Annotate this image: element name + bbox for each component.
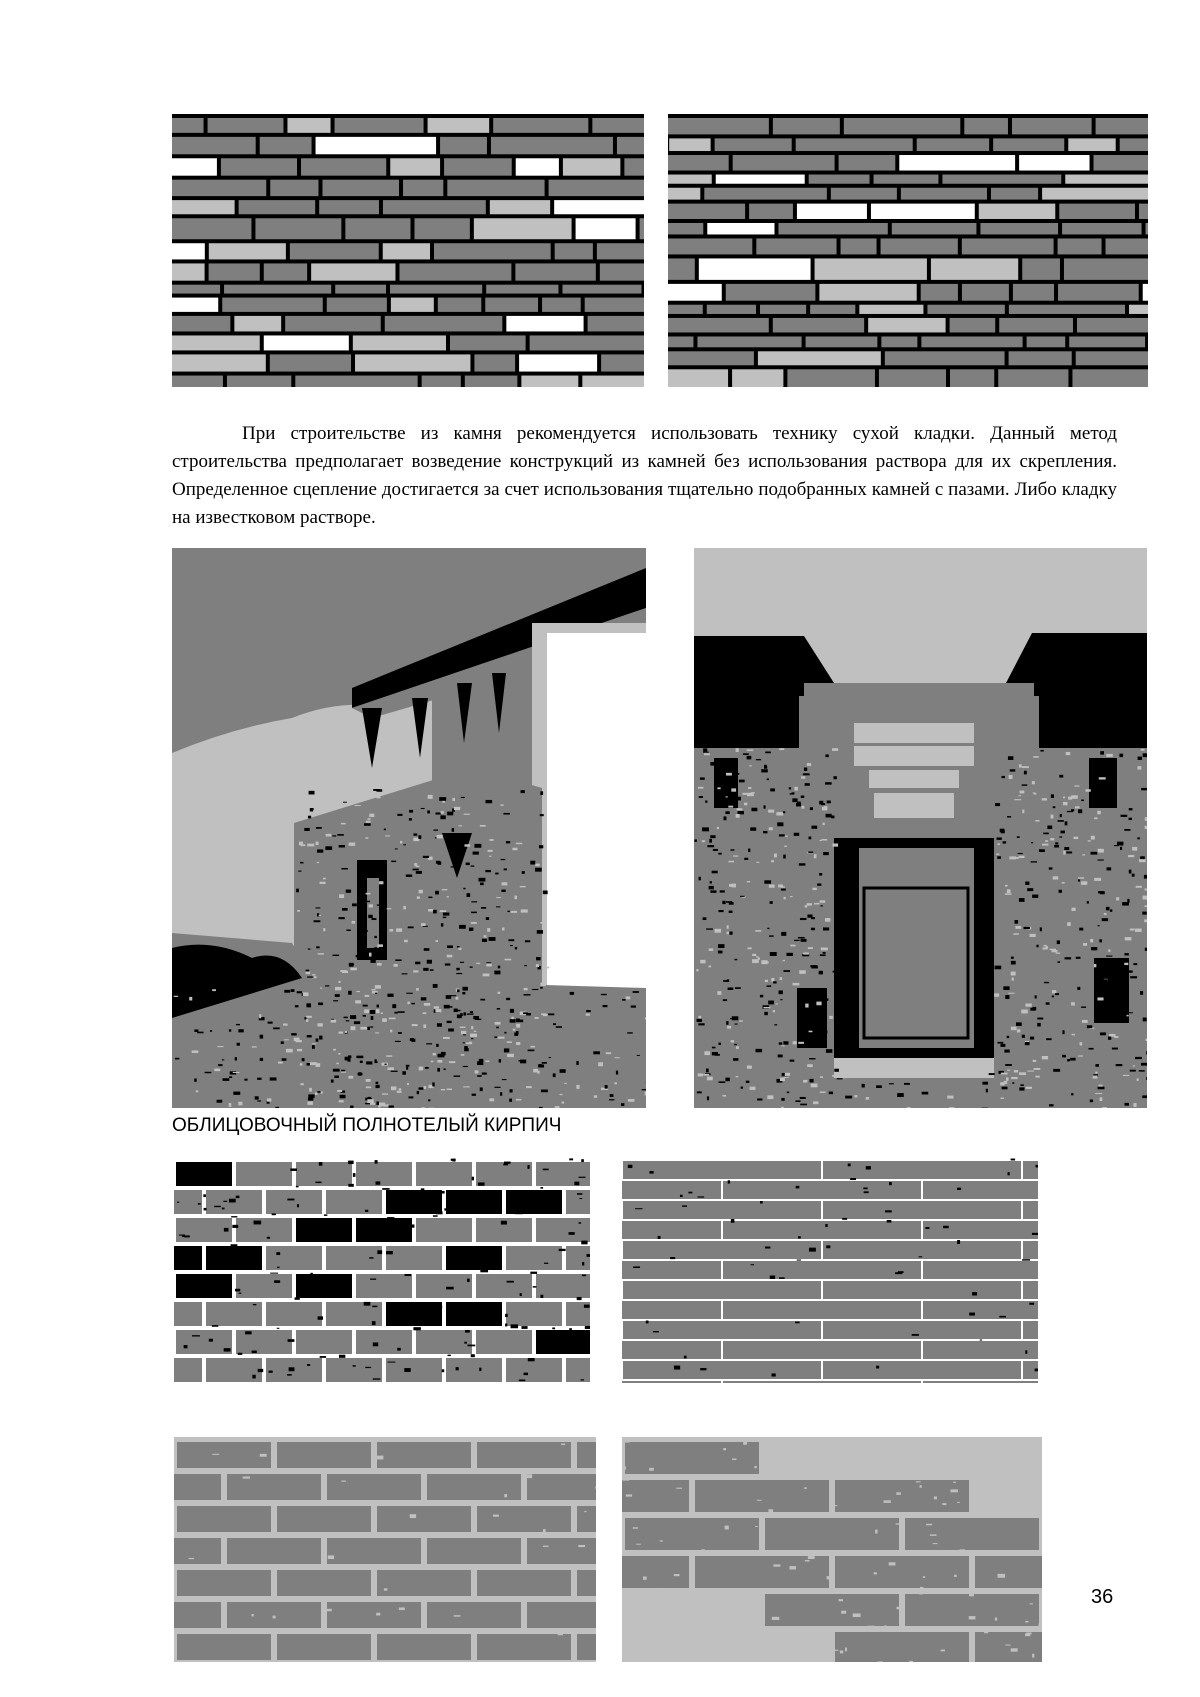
brick-wall-photo-1 [174, 1158, 590, 1383]
brick-wall-photo-4 [622, 1437, 1042, 1662]
brick-wall-photo-2 [622, 1158, 1038, 1383]
stone-building-photo-1 [172, 548, 646, 1108]
brick-wall-photo-3 [174, 1437, 596, 1662]
stone-building-photo-2 [694, 548, 1147, 1108]
page-number: 36 [1091, 1586, 1114, 1608]
stone-wall-photo-1 [172, 114, 644, 387]
section-heading: ОБЛИЦОВОЧНЫЙ ПОЛНОТЕЛЫЙ КИРПИЧ [172, 1115, 562, 1136]
stone-wall-photo-2 [668, 114, 1148, 387]
body-paragraph: При строительстве из камня рекомендуется использовать технику сухой кладки. Данный метод строительства предполагает возведение конструкций из камней без использования раствора для их скрепления. Определенное сцепление достигается за счет использования тщательно подобранных камней с пазами. Либо кладку на известковом растворе. [172, 423, 1117, 528]
